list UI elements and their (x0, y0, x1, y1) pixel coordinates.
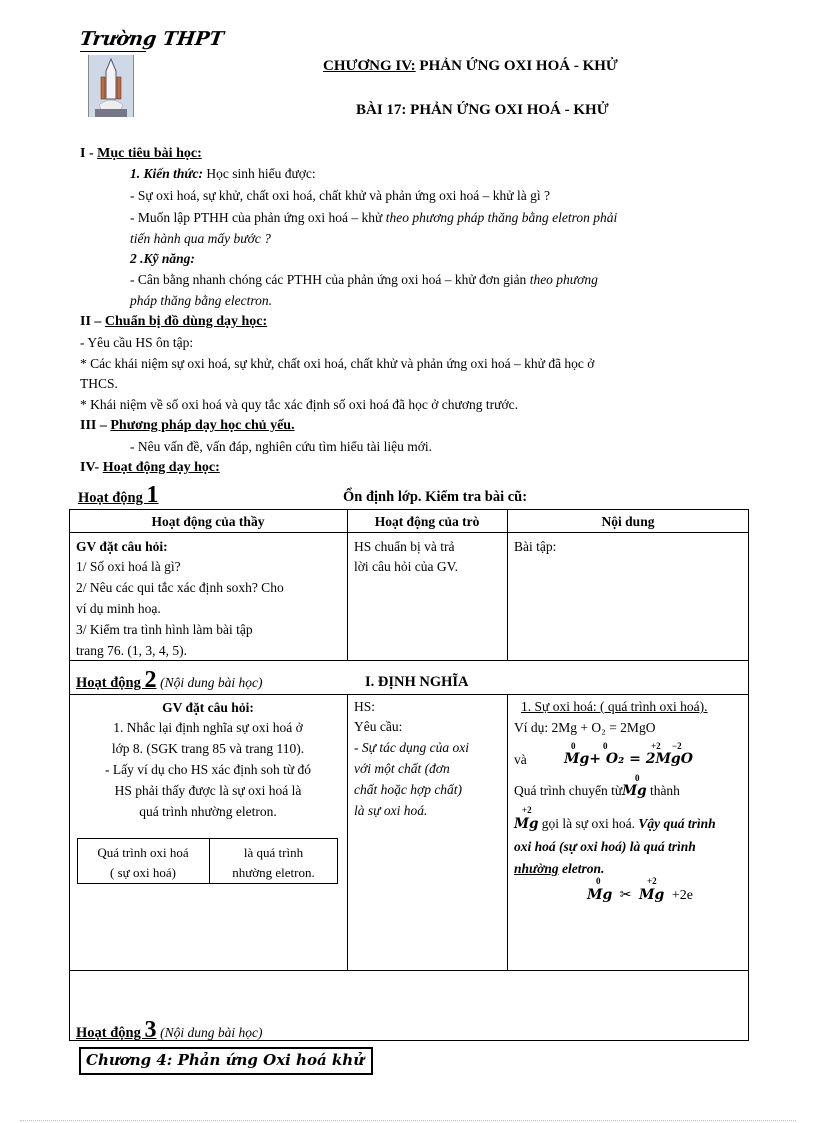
knowledge-item-2-cont: tiến hành qua mấy bước ? (130, 231, 271, 246)
a2-content-title: 1. Sự oxi hoá: ( quá trình oxi hoá). (521, 699, 708, 714)
a2-student-2: với một chất (đơn (354, 761, 450, 776)
chapter-title: CHƯƠNG IV: PHẢN ỨNG OXI HOÁ - KHỬ (323, 58, 618, 74)
ox-number: 0 (635, 773, 640, 783)
knowledge-label: 1. Kiến thức: Học sinh hiểu được: (130, 166, 316, 181)
section-2-line-3: THCS. (80, 376, 118, 391)
activity-2-top-line (69, 694, 749, 695)
skills-label: 2 .Kỹ năng: (130, 251, 195, 266)
col-header-teacher: Hoạt động của thầy (151, 514, 265, 529)
skills-item-1-cont: pháp thăng bằng electron. (130, 293, 272, 308)
a2-content-para-2: Mg gọi là sự oxi hoá. Vậy quá trình (514, 816, 716, 832)
a2-teacher-1-cont: lớp 8. (SGK trang 85 và trang 110). (111, 741, 305, 756)
ox-number: −2 (672, 741, 682, 751)
table-header-divider (69, 532, 749, 533)
ox-number: +2 (647, 876, 657, 886)
content-exercise: Bài tập: (514, 539, 557, 554)
a2-content-para-1: Quá trình chuyển từMg thành (514, 783, 680, 799)
a2-teacher-head: GV đặt câu hỏi: (162, 700, 254, 715)
activity-2-section: I. ĐỊNH NGHĨA (365, 674, 469, 690)
section-2-line-2: * Các khái niệm sự oxi hoá, sự khử, chất oxi hoá, chất khử và phản ứng oxi hoá – khử đã học ở (80, 356, 595, 371)
student-answer-cont: lời câu hỏi của GV. (354, 559, 458, 574)
lesson-title: BÀI 17: PHẢN ỨNG OXI HOÁ - KHỬ (356, 102, 609, 118)
activity-1-title: Ổn định lớp. Kiểm tra bài cũ: (343, 489, 528, 505)
a2-content-para-4: nhường eletron. (514, 861, 605, 876)
section-4-title: IV- Hoạt động dạy học: (80, 460, 220, 475)
a2-student-4: là sự oxi hoá. (354, 803, 428, 818)
a2-teacher-1: 1. Nhắc lại định nghĩa sự oxi hoá ở (113, 720, 303, 735)
activity-2-label: Hoạt động 2 (Nội dung bài học) (76, 667, 263, 693)
school-underline (80, 51, 146, 52)
a2-content-halfreaction: Mg ✂ Mg +2e (587, 887, 693, 903)
box-right-1: là quá trình (243, 845, 304, 860)
page-footer-rule (20, 1120, 796, 1121)
section-3-title: III – Phương pháp dạy học chủ yếu. (80, 418, 295, 433)
ox-number: 0 (596, 876, 601, 886)
col-header-student: Hoạt động của trò (374, 514, 480, 529)
teacher-q3: 3/ Kiểm tra tình hình làm bài tập (76, 622, 253, 637)
a2-student-head: HS: (354, 699, 376, 714)
activity-2-bottom-line (69, 970, 749, 971)
activity-2-divider (347, 694, 348, 970)
box-left-2: ( sự oxi hoá) (110, 865, 176, 880)
skills-item-1: - Cân bằng nhanh chóng các PTHH của phản ứng oxi hoá – khử đơn giản theo phương (130, 272, 598, 287)
ox-number: +2 (522, 805, 532, 815)
activity-3-label: Hoạt động 3 (Nội dung bài học) (76, 1017, 263, 1043)
a2-student-req: Yêu cầu: (354, 719, 403, 734)
knowledge-item-1: - Sự oxi hoá, sự khử, chất oxi hoá, chất khử và phản ứng oxi hoá – khử là gì ? (130, 188, 550, 203)
section-2-title: II – Chuẩn bị đồ dùng dạy học: (80, 314, 268, 329)
teacher-q1: 1/ Số oxi hoá là gì? (76, 559, 181, 574)
student-answer: HS chuẩn bị và trả (354, 539, 455, 554)
a2-teacher-2-cont2: quá trình nhường eletron. (139, 804, 277, 819)
school-name: Trường THPT (78, 28, 226, 50)
teacher-head: GV đặt câu hỏi: (76, 539, 168, 554)
teacher-q2: 2/ Nêu các qui tắc xác định soxh? Cho (76, 580, 284, 595)
teacher-q3-cont: trang 76. (1, 3, 4, 5). (76, 643, 187, 658)
section-3-line-1: - Nêu vấn đề, vấn đáp, nghiên cứu tìm hiểu tài liệu mới. (130, 439, 433, 454)
a2-content-example: Ví dụ: 2Mg + O₂ = 2MgO (514, 720, 656, 735)
activity-2-divider (507, 694, 508, 970)
a2-student-3: chất hoặc hợp chất) (354, 782, 463, 797)
section-1-title: I - Mục tiêu bài học: (80, 146, 202, 161)
a2-teacher-2-cont: HS phải thấy được là sự oxi hoá là (114, 783, 302, 798)
knowledge-item-2: - Muốn lập PTHH của phản ứng oxi hoá – khử theo phương pháp thăng bằng eletron phải (130, 210, 618, 225)
a2-student-1: - Sự tác dụng của oxi (354, 740, 469, 755)
a2-content-va: và (514, 752, 527, 767)
section-2-line-4: * Khái niệm về số oxi hoá và quy tắc xác định số oxi hoá đã học ở chương trước. (80, 397, 518, 412)
box-right-2: nhường eletron. (232, 865, 315, 880)
ox-number: 0 (603, 741, 608, 751)
chapter-footer-text: Chương 4: Phản ứng Oxi hoá khử (86, 1051, 365, 1069)
teacher-q2-cont: ví dụ minh hoạ. (76, 601, 161, 616)
box-left-1: Quá trình oxi hoá (97, 845, 189, 860)
ox-number: +2 (651, 741, 661, 751)
col-header-content: Nội dung (601, 514, 655, 529)
activity-1-label: Hoạt động 1 (78, 482, 159, 508)
a2-content-para-3: oxi hoá (sự oxi hoá) là quá trình (514, 839, 696, 854)
a2-content-equation: Mg+ O₂ = 2MgO (564, 751, 693, 767)
rocket-image (88, 55, 134, 117)
section-2-line-1: - Yêu cầu HS ôn tập: (80, 335, 194, 350)
ox-number: 0 (571, 741, 576, 751)
a2-teacher-2: - Lấy ví dụ cho HS xác định soh từ đó (104, 762, 312, 777)
